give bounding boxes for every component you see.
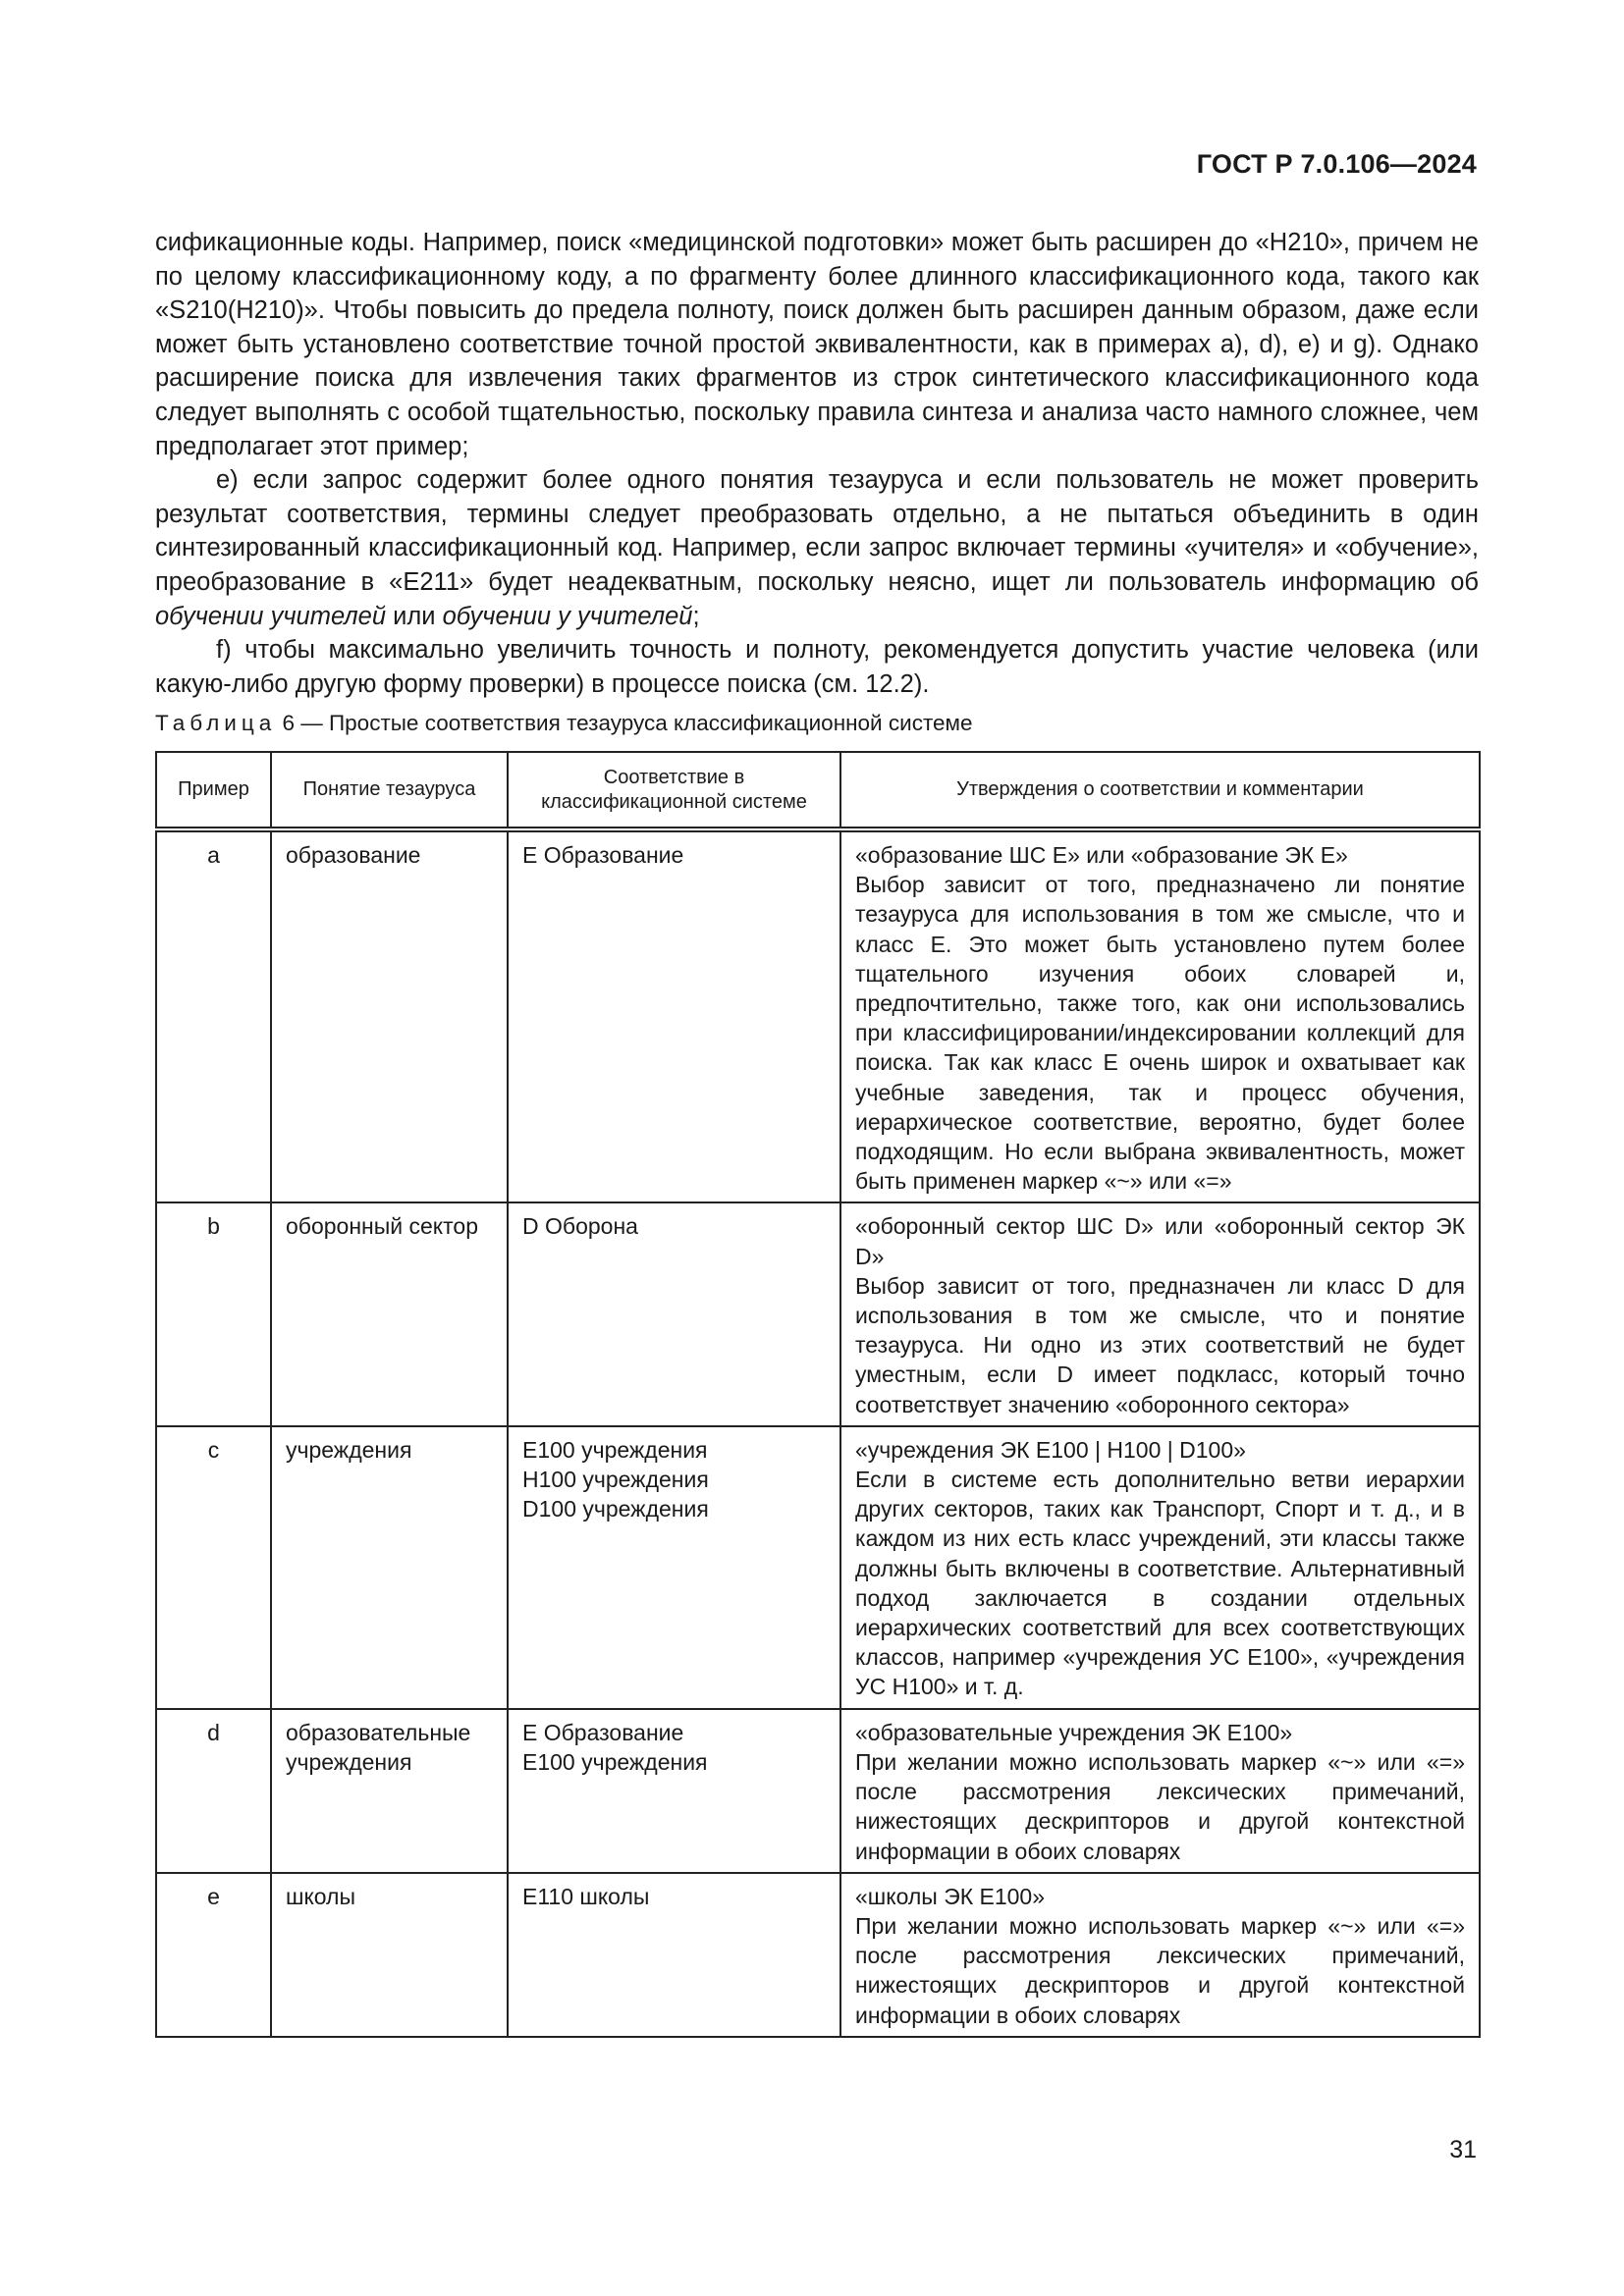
header-comments: Утверждения о соответствии и комментарии [840,752,1480,829]
header-mapping: Соответствие в классификационной системе [508,752,840,829]
cell-comment: «школы ЭК E100» При желании можно использовать маркер «~» или «=» после рассмотрения лексических примечаний, нижестоящих дескрипторов и другой контекстной информации в обоих словарях [840,1873,1480,2037]
cell-comment: «учреждения ЭК E100 | H100 | D100» Если в системе есть дополнительно ветви иерархии других секторов, таких как Транспорт, Спорт и т. д., и в каждом из них есть класс учреждений, эти классы также должны быть включены в соответствие. Альтернативный подход заключается в создании отдельных иерархических соответствий для всех соответствующих классов, например «учреждения УС E100», «учреждения УС H100» и т. д. [840,1426,1480,1709]
cell-mapping: E Образование [508,829,840,1202]
table-row [156,829,1480,1202]
table-caption [155,711,973,736]
mapping-table [155,751,1481,2038]
cell-mapping: E110 школы [508,1873,840,2037]
paragraph-e-end: ; [692,602,700,630]
paragraph-item-f: f) чтобы максимально увеличить точность и полноту, рекомендуется допустить участие человека (или какую-либо другую форму проверки) в процессе поиска (см. 12.2). [155,636,1479,698]
paragraph-e-text: e) если запрос содержит более одного понятия тезауруса и если пользователь не может проверить результат соответствия, термины следует преобразовать отдельно, а не пытаться объединить в один синтезированный классификационный код. Например, если запрос включает термины «учителя» и «обучение», преобразование в «E211» будет неадекватным, поскольку неясно, ищет ли пользователь информацию об [155,466,1479,596]
table-body [156,829,1480,2037]
page-number: 31 [1449,2136,1477,2163]
document-id: ГОСТ Р 7.0.106—2024 [1196,149,1477,179]
cell-example: e [156,1873,271,2037]
table-caption-text: 6 — Простые соответствия тезауруса классификационной системе [276,711,973,735]
header-example: Пример [156,752,271,829]
table-caption-label: Таблица [155,711,277,735]
cell-mapping: E100 учреждения H100 учреждения D100 учреждения [508,1426,840,1709]
cell-example: c [156,1426,271,1709]
cell-concept: учреждения [271,1426,508,1709]
header-concept: Понятие тезауруса [271,752,508,829]
table-header-row [156,752,1480,829]
cell-concept: школы [271,1873,508,2037]
paragraph-e-emphasis-1: обучении учителей [155,602,387,630]
cell-comment: «образовательные учреждения ЭК E100» При желании можно использовать маркер «~» или «=» после рассмотрения лексических примечаний, нижестоящих дескрипторов и другой контекстной информации в обоих словарях [840,1709,1480,1873]
paragraph-e-connector: или [386,602,443,630]
table-row [156,1426,1480,1709]
paragraph-item-e [155,463,1479,633]
cell-mapping: E Образование E100 учреждения [508,1709,840,1873]
paragraph-continuation: сификационные коды. Например, поиск «медицинской подготовки» может быть расширен до «H210», причем не по целому классификационному коду, а по фрагменту более длинного классификационного кода, такого как «S210(H210)». Чтобы повысить до предела полноту, поиск должен быть расширен данным образом, даже если может быть установлено соответствие точной простой эквивалентности, как в примерах a), d), e) и g). Однако расширение поиска для извлечения таких фрагментов из строк синтетического классификационного кода следует выполнять с особой тщательностью, поскольку правила синтеза и анализа часто намного сложнее, чем предполагает этот пример; [155,229,1479,460]
cell-example: a [156,829,271,1202]
cell-concept: образование [271,829,508,1202]
cell-example: d [156,1709,271,1873]
table-row [156,1709,1480,1873]
table-header [156,752,1480,829]
table-row [156,1873,1480,2037]
paragraph-e-emphasis-2: обучении у учителей [442,602,693,630]
cell-comment: «оборонный сектор ШС D» или «оборонный сектор ЭК D» Выбор зависит от того, предназначен ли класс D для использования в том же смысле, что и понятие тезауруса. Ни одно из этих соответствий не будет уместным, если D имеет подкласс, который точно соответствует значению «оборонного сектора» [840,1202,1480,1425]
body-text [155,226,1479,701]
cell-concept: оборонный сектор [271,1202,508,1425]
table-row [156,1202,1480,1425]
cell-mapping: D Оборона [508,1202,840,1425]
cell-concept: образовательные учреждения [271,1709,508,1873]
cell-example: b [156,1202,271,1425]
cell-comment: «образование ШС E» или «образование ЭК E» Выбор зависит от того, предназначено ли понятие тезауруса для использования в том же смысле, что и класс E. Это может быть установлено путем более тщательного изучения обоих словарей и, предпочтительно, также того, как они использовались при классифицировании/индексировании коллекций для поиска. Так как класс E очень широк и охватывает как учебные заведения, так и процесс обучения, иерархическое соответствие, вероятно, будет более подходящим. Но если выбрана эквивалентность, может быть применен маркер «~» или «=» [840,829,1480,1202]
